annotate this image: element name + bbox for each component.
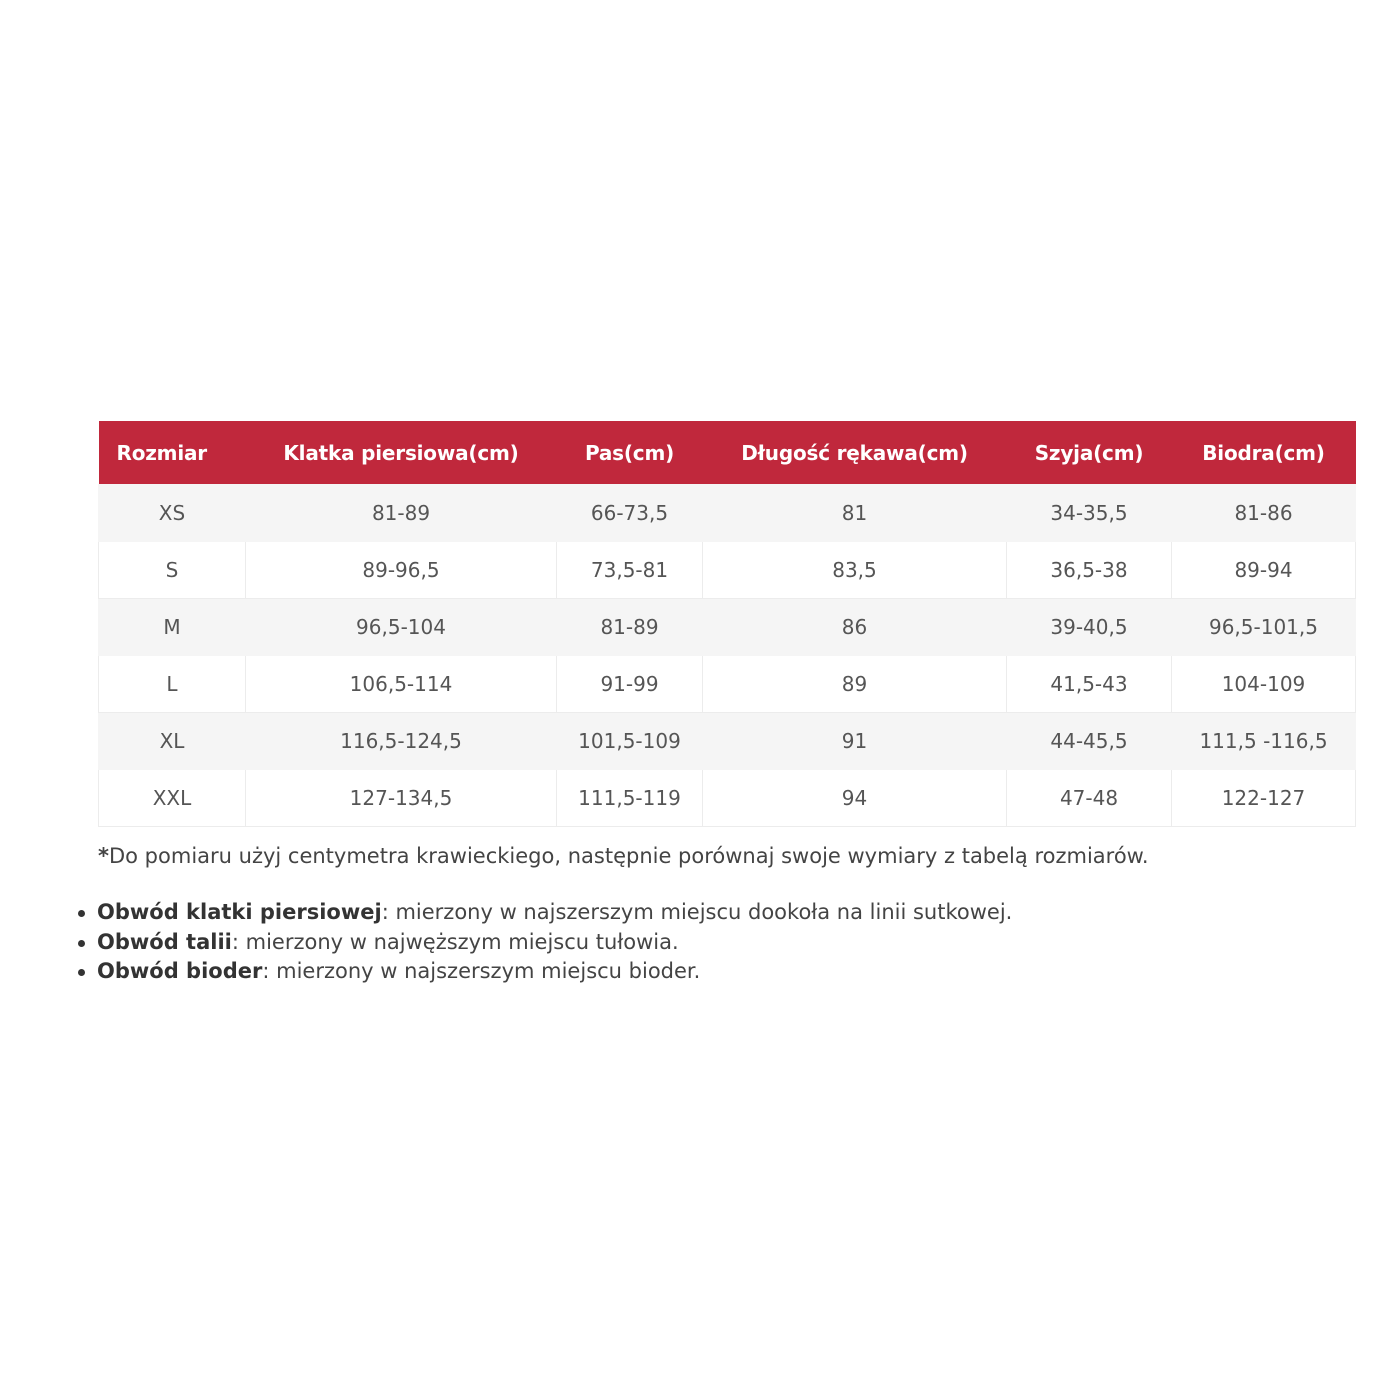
cell-hips: 122-127 [1172,770,1356,827]
cell-waist: 66-73,5 [557,485,703,542]
cell-hips: 111,5 -116,5 [1172,713,1356,770]
cell-size: M [99,599,246,656]
header-hips: Biodra(cm) [1172,421,1356,485]
cell-sleeve-length: 83,5 [703,542,1007,599]
table-row [99,713,1356,770]
cell-waist: 91-99 [557,656,703,713]
list-item [97,928,1012,958]
cell-hips: 104-109 [1172,656,1356,713]
header-waist: Pas(cm) [557,421,703,485]
header-neck: Szyja(cm) [1007,421,1172,485]
size-chart-table [98,421,1356,827]
table-row [99,656,1356,713]
cell-neck: 44-45,5 [1007,713,1172,770]
note-text: Do pomiaru użyj centymetra krawieckiego, następnie porównaj swoje wymiary z tabelą rozmiarów. [108,844,1149,868]
header-size: Rozmiar [99,421,246,485]
cell-chest: 106,5-114 [246,656,557,713]
table-header-row [99,421,1356,485]
note-asterisk: * [98,844,109,868]
definition-text: : mierzony w najwęższym miejscu tułowia. [231,929,679,954]
cell-sleeve-length: 94 [703,770,1007,827]
cell-size: XS [99,485,246,542]
cell-waist: 111,5-119 [557,770,703,827]
bullet-icon [78,969,85,976]
bullet-icon [78,940,85,947]
header-sleeve-length: Długość rękawa(cm) [703,421,1007,485]
cell-neck: 36,5-38 [1007,542,1172,599]
cell-chest: 127-134,5 [246,770,557,827]
header-chest: Klatka piersiowa(cm) [246,421,557,485]
definition-text: : mierzony w najszerszym miejscu bioder. [262,959,701,983]
cell-sleeve-length: 81 [703,485,1007,542]
measurement-note [98,844,1149,868]
cell-hips: 89-94 [1172,542,1356,599]
cell-chest: 81-89 [246,485,557,542]
cell-hips: 96,5-101,5 [1172,599,1356,656]
definition-term: Obwód talii [97,929,232,954]
list-item [97,898,1012,928]
cell-hips: 81-86 [1172,485,1356,542]
cell-neck: 34-35,5 [1007,485,1172,542]
cell-sleeve-length: 91 [703,713,1007,770]
cell-chest: 96,5-104 [246,599,557,656]
measurement-definitions-list [97,898,1012,987]
definition-term: Obwód klatki piersiowej [97,900,382,924]
cell-chest: 89-96,5 [246,542,557,599]
cell-waist: 81-89 [557,599,703,656]
cell-neck: 47-48 [1007,770,1172,827]
table-row [99,599,1356,656]
cell-neck: 41,5-43 [1007,656,1172,713]
list-item [97,957,1012,987]
cell-size: L [99,656,246,713]
cell-waist: 101,5-109 [557,713,703,770]
cell-size: XXL [99,770,246,827]
table-row [99,770,1356,827]
cell-neck: 39-40,5 [1007,599,1172,656]
cell-size: XL [99,713,246,770]
cell-sleeve-length: 86 [703,599,1007,656]
definition-term: Obwód bioder [97,959,263,983]
bullet-icon [78,910,85,917]
table-row [99,485,1356,542]
cell-size: S [99,542,246,599]
table-row [99,542,1356,599]
cell-chest: 116,5-124,5 [246,713,557,770]
cell-sleeve-length: 89 [703,656,1007,713]
definition-text: : mierzony w najszerszym miejscu dookoła na linii sutkowej. [381,900,1013,924]
cell-waist: 73,5-81 [557,542,703,599]
